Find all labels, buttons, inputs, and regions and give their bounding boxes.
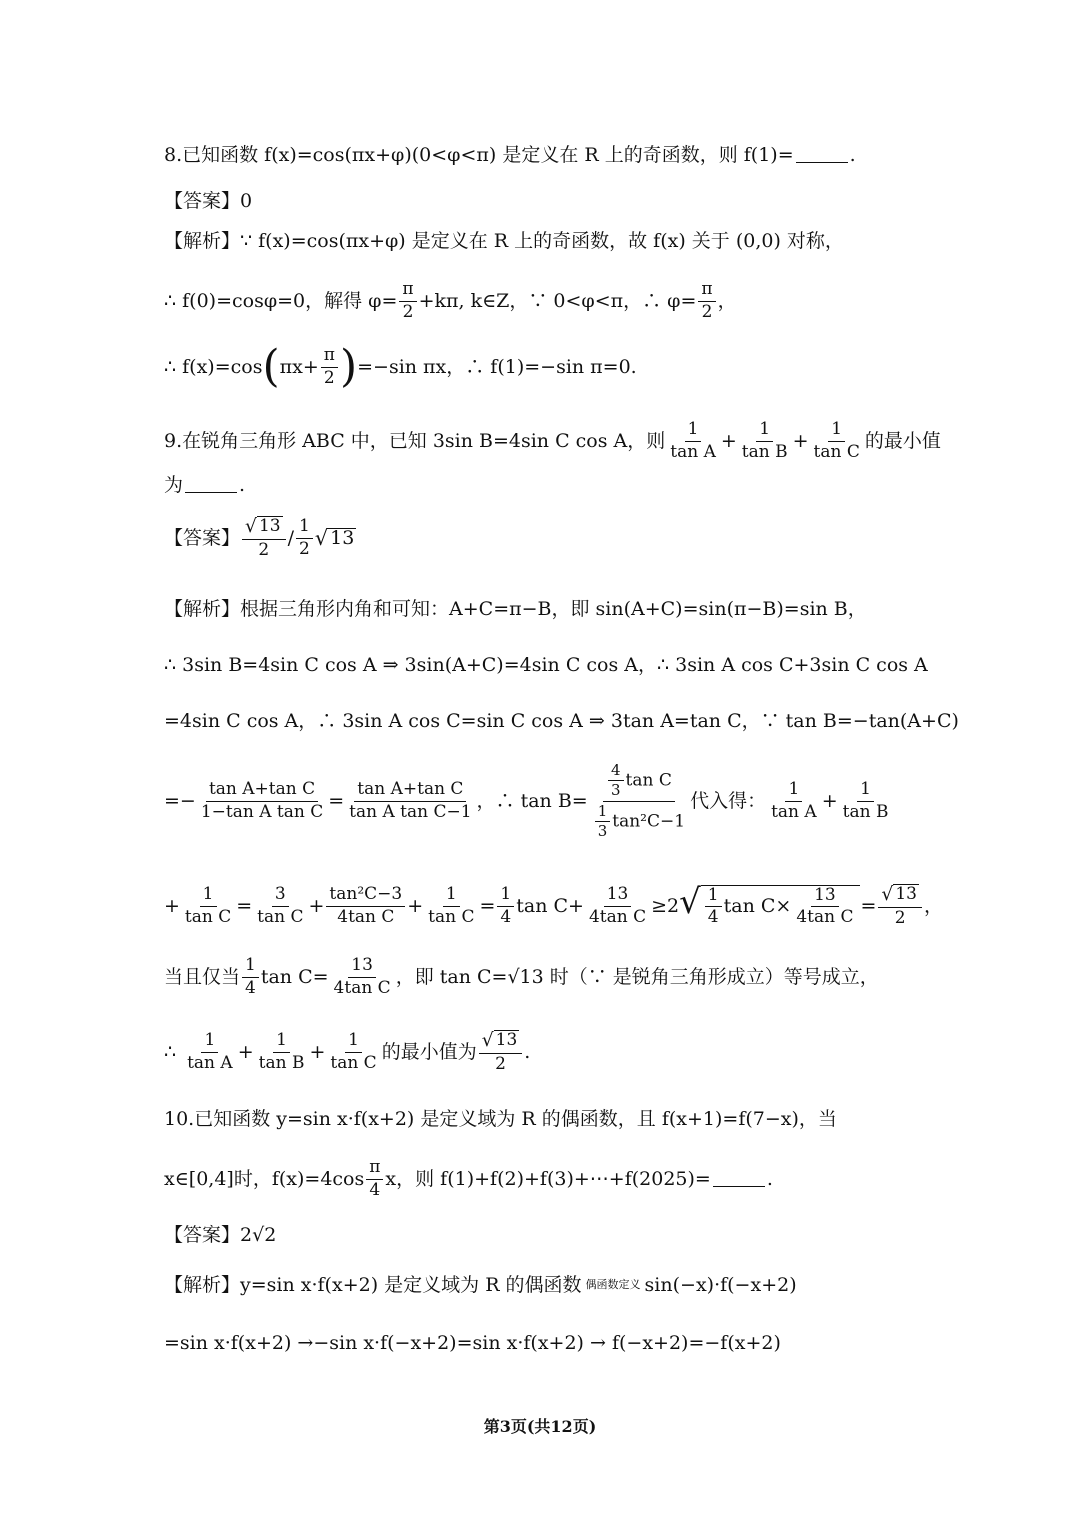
fraction: $\frac{\pi}{4}$ (366, 1158, 383, 1200)
q8-title: 8.已知函数 f(x)=cos(πx+φ)(0<φ<π) 是定义在 R 上的奇函数，则 f(1)= . (164, 144, 856, 166)
answer-blank (185, 478, 237, 493)
fraction: $\frac{13}{\text{4tan C}}$ (588, 884, 647, 927)
q9-answer: 【答案】 √ 13 2 / $\frac{1}{2}$ √ 13 (164, 516, 355, 560)
q9-title: 9.在锐角三角形 ABC 中，已知 3sin B=4sin C cos A，则 $\frac{1}{\text{tan A}}$ + $\frac{1}{\text{tan B}}$ + $\frac{1}{\text{tan C}}$ 的最小值 (164, 419, 941, 462)
answer-label: 【答案】 (164, 190, 241, 212)
q10-analysis-line-2: =sin x·f(x+2) →−sin x·f(−x+2)=sin x·f(x+2) → f(−x+2)=−f(x+2) (164, 1332, 781, 1354)
fraction: $\frac{1}{\text{tan C}}$ (813, 419, 860, 462)
fraction: $\frac{1}{\text{tan C}}$ (428, 884, 475, 927)
fraction: $\frac{\text{tan A+tan C}}{\text{1−tan A tan C}}$ (200, 778, 324, 822)
fraction: $\frac{\text{tan A+tan C}}{\text{tan A tan C−1}}$ (349, 778, 472, 822)
answer-blank (713, 1172, 765, 1187)
page-footer: 第3页(共12页) (483, 1417, 597, 1436)
q10-analysis-line-1: 【解析】 y=sin x·f(x+2) 是定义域为 R 的偶函数 偶函数定义 sin(−x)·f(−x+2) (164, 1274, 797, 1296)
fraction: $\frac{1}{\text{tan C}}$ (330, 1030, 377, 1073)
q9-analysis-line-4: =− $\frac{\text{tan A+tan C}}{\text{1−tan A tan C}}$ = $\frac{\text{tan A+tan C}}{\text{tan A tan C−1}}$ ，∴ tan B= $\frac{4}{3}$ tan C $\frac{1}{3}$ tan²C−1 代入得： $\frac{1}{\text{tan A}}$ + $\frac{1}{\text{tan B}}$ (164, 762, 920, 840)
fraction: $\frac{1}{4}$ (242, 956, 259, 998)
fraction: $\frac{\pi}{2}$ (399, 280, 416, 322)
q9-analysis-line-2: ∴ 3sin B=4sin C cos A ⇒ 3sin(A+C)=4sin C cos A，∴ 3sin A cos C+3sin C cos A (164, 654, 928, 676)
fraction: $\frac{1}{\text{tan A}}$ (187, 1030, 233, 1073)
fraction: $\frac{13}{\text{4tan C}}$ (796, 884, 854, 928)
q9-title-cont: 为 . (164, 474, 246, 496)
q8-analysis-line-3: ∴ f(x)=cos ( πx+ $\frac{\pi}{2}$ ) =−sin πx，∴ f(1)=−sin π=0. (164, 341, 637, 393)
fraction: $\frac{1}{\text{tan A}}$ (670, 419, 716, 462)
analysis-label: 【解析】 (164, 230, 241, 252)
answer-value: 0 (240, 190, 253, 212)
fraction: $\frac{1}{\text{tan B}}$ (741, 419, 788, 462)
q9-analysis-line-5: + $\frac{1}{\text{tan C}}$ = $\frac{3}{\text{tan C}}$ + $\frac{\text{tan²C−3}}{\text{4tan C}}$ + $\frac{1}{\text{tan C}}$ = $\frac{1}{4}$ tan C+ $\frac{13}{\text{4tan C}}$ ≥2 √ $\frac{1}{4}$ tan C× $\frac{13}{\text{4tan C}}$ = √ 13 2 ， (164, 881, 943, 928)
answer-fraction: √ 13 2 (242, 516, 286, 560)
answer-blank (796, 148, 848, 163)
fraction: $\frac{1}{4}$ (705, 886, 722, 928)
q9-analysis-line-3: =4sin C cos A，∴ 3sin A cos C=sin C cos A ⇒ 3tan A=tan C，∵ tan B=−tan(A+C) (164, 710, 959, 732)
q9-analysis-line-1: 【解析】 根据三角形内角和可知：A+C=π−B，即 sin(A+C)=sin(π−B)=sin B， (164, 598, 867, 620)
answer-label: 【答案】 (164, 1224, 241, 1246)
q10-title: 10.已知函数 y=sin x·f(x+2) 是定义域为 R 的偶函数，且 f(x+1)=f(7−x)，当 (164, 1108, 837, 1130)
q10-answer (164, 1226, 920, 1245)
fraction: $\frac{1}{\text{tan C}}$ (184, 884, 232, 927)
q8-analysis-line-1: 【解析】 ∵ f(x)=cos(πx+φ) 是定义在 R 上的奇函数，故 f(x) 关于 (0,0) 对称， (164, 230, 844, 252)
fraction: $\frac{1}{4}$ (497, 885, 514, 927)
fraction: $\frac{4}{3}$ tan C $\frac{1}{3}$ tan²C−1 (590, 762, 688, 840)
fraction: $\frac{\pi}{2}$ (321, 346, 338, 388)
fraction: √ 13 2 (479, 1030, 523, 1074)
fraction: $\frac{\text{tan²C−3}}{\text{4tan C}}$ (326, 885, 405, 927)
fraction: $\frac{1}{\text{tan B}}$ (258, 1030, 305, 1073)
fraction: $\frac{\pi}{2}$ (698, 280, 715, 322)
q9-analysis-line-6: 当且仅当 $\frac{1}{4}$ tan C= $\frac{13}{\text{4tan C}}$ ，即 tan C=√13 时（∵ 是锐角三角形成立）等号成立， (164, 955, 879, 998)
q8-analysis-line-2: ∴ f(0)=cosφ=0，解得 φ= $\frac{\pi}{2}$ +kπ, k∈Z，∵ 0<φ<π，∴ φ= $\frac{\pi}{2}$ ， (164, 279, 737, 322)
fraction: $\frac{3}{\text{tan C}}$ (257, 884, 304, 927)
answer-value: 2√2 (240, 1224, 277, 1246)
q8-answer (164, 192, 920, 211)
analysis-label: 【解析】 (164, 598, 241, 620)
analysis-label: 【解析】 (164, 1274, 241, 1296)
fraction: $\frac{1}{\text{tan B}}$ (842, 778, 889, 822)
fraction: √ 13 2 (878, 884, 922, 928)
answer-label: 【答案】 (164, 526, 241, 549)
fraction: $\frac{13}{\text{4tan C}}$ (333, 955, 391, 998)
fraction: $\frac{1}{\text{tan A}}$ (771, 778, 817, 822)
q9-analysis-line-7: ∴ $\frac{1}{\text{tan A}}$ + $\frac{1}{\text{tan B}}$ + $\frac{1}{\text{tan C}}$ 的最小值为 √ 13 2 . (164, 1030, 531, 1074)
q10-title-cont: x∈[0,4]时，f(x)=4cos $\frac{\pi}{4}$ x，则 f(1)+f(2)+f(3)+⋯+f(2025)= . (164, 1157, 773, 1200)
definition-arrow: 偶函数定义 (585, 1278, 641, 1291)
fraction: $\frac{1}{2}$ (296, 517, 313, 559)
